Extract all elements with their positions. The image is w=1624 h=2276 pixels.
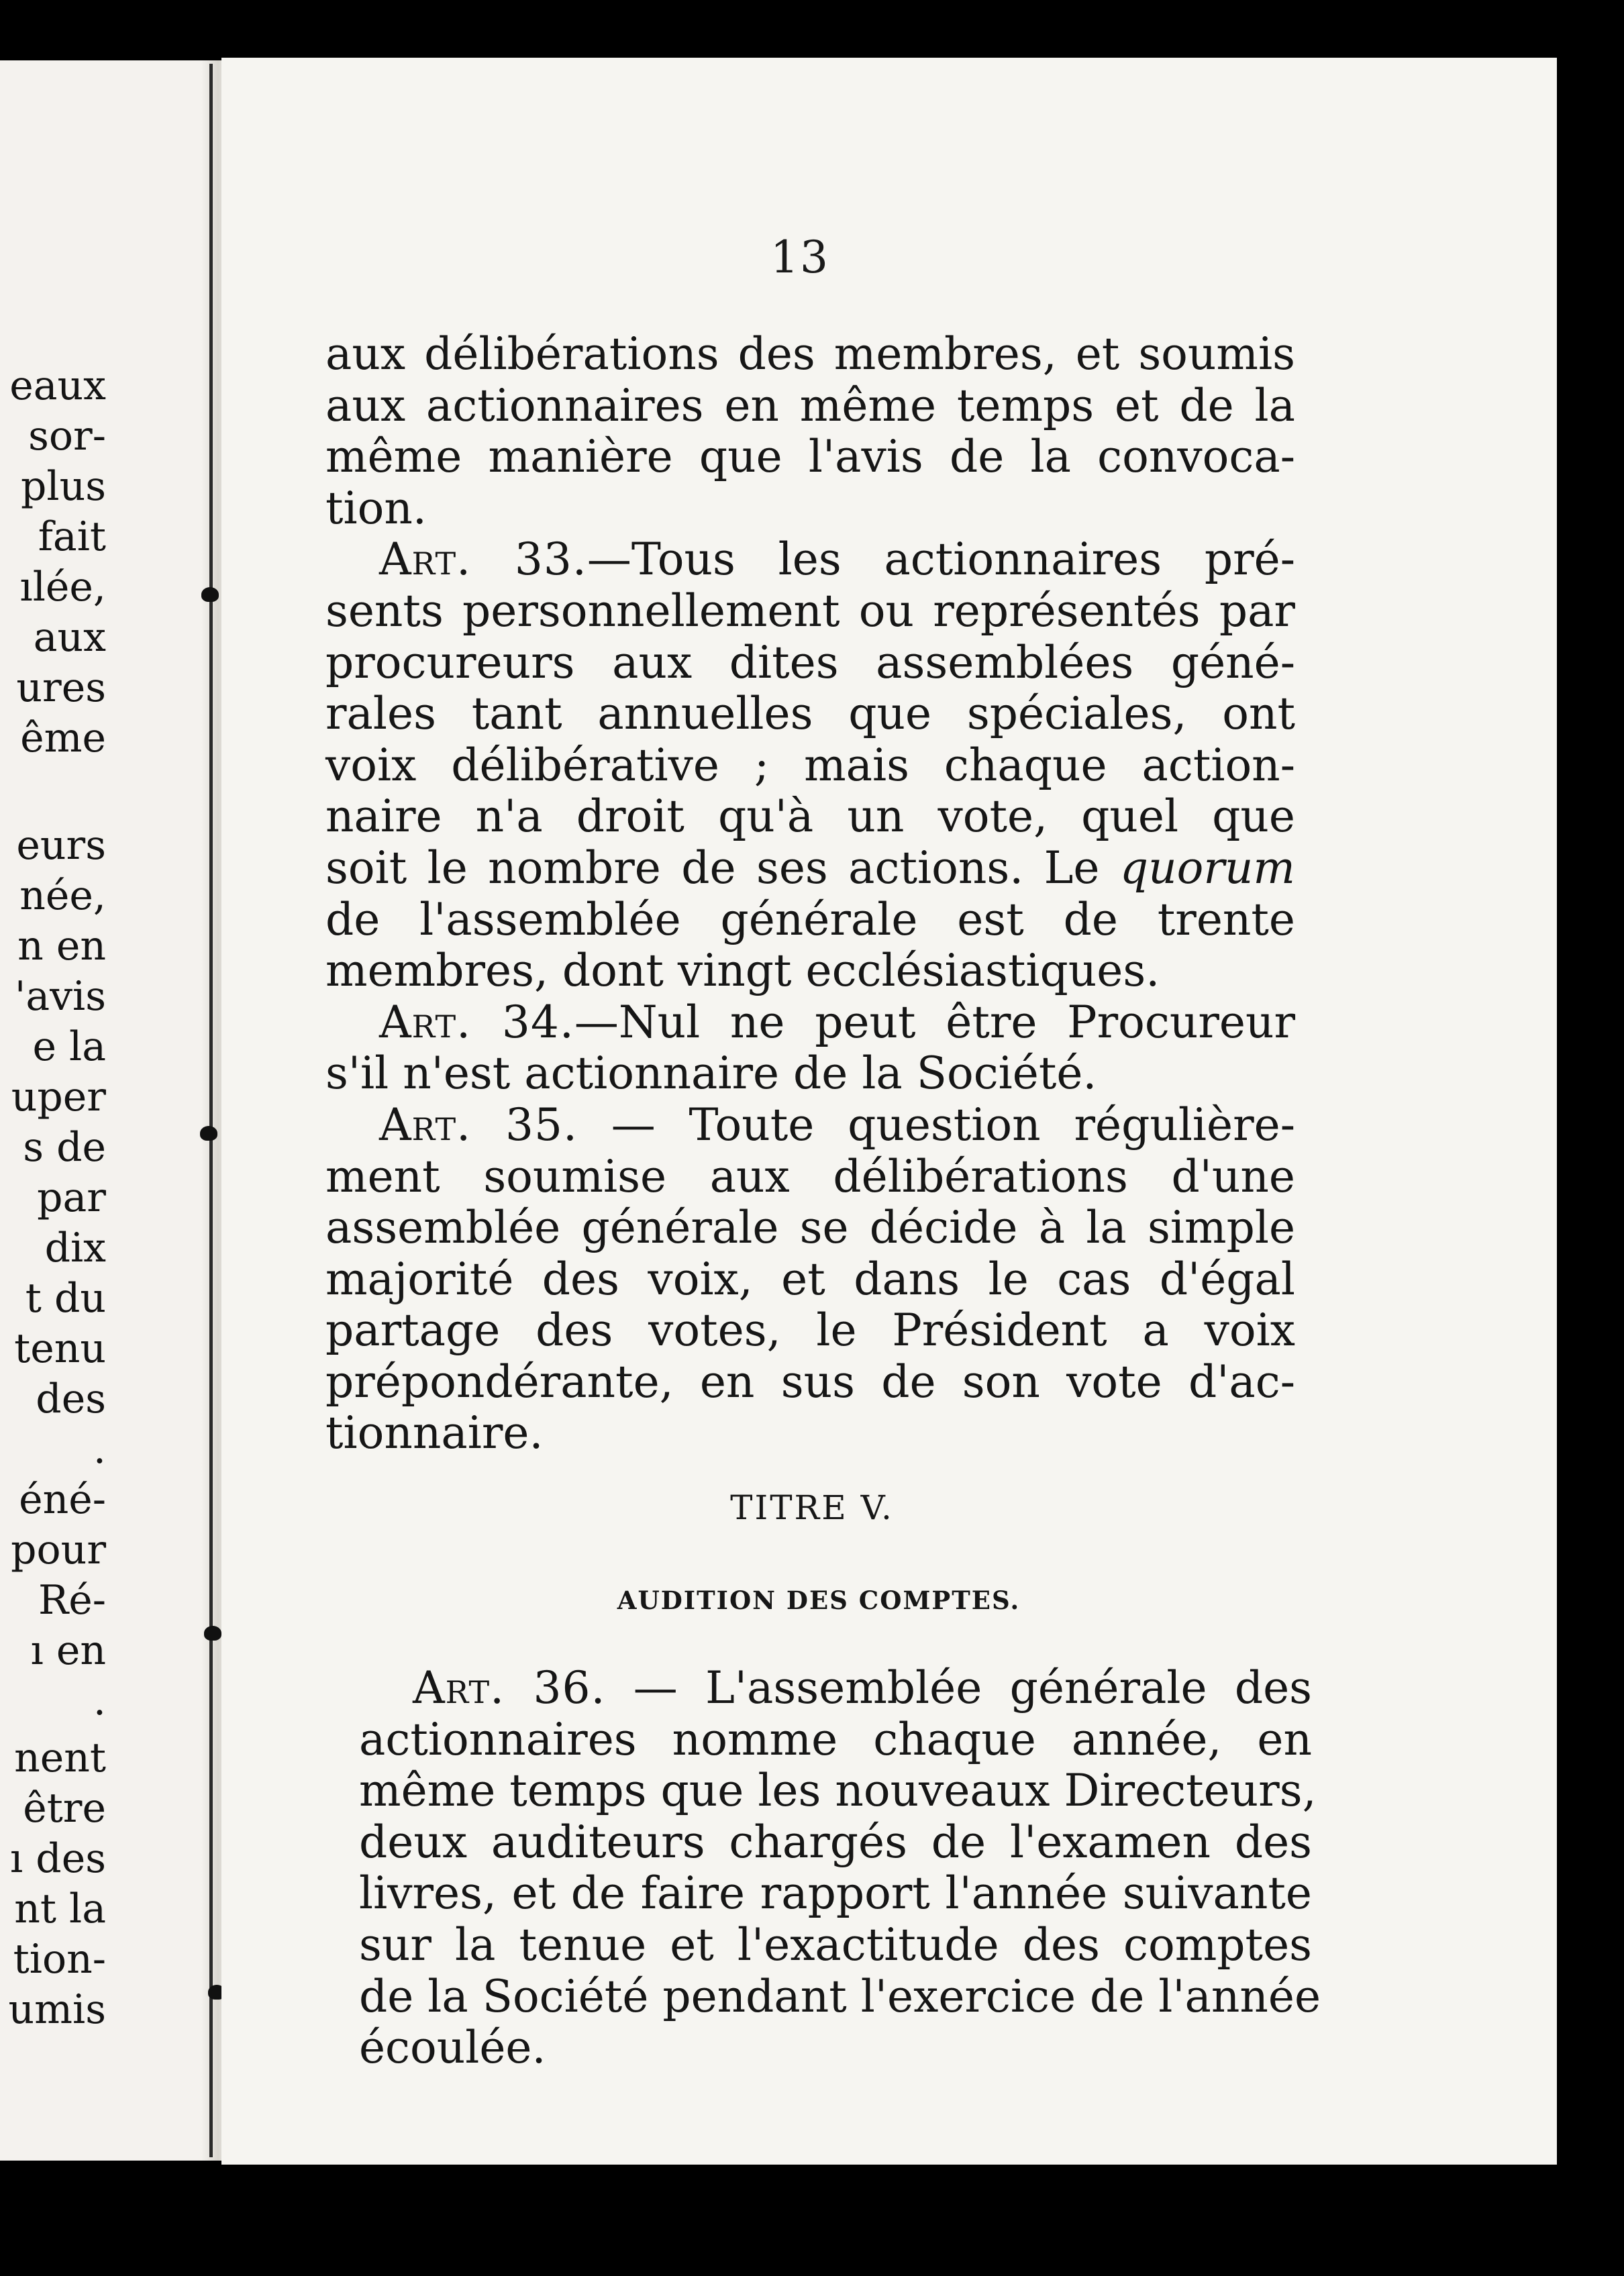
left-page-fragment: . — [93, 1677, 106, 1724]
text-line: livres, et de faire rapport l'année suivante — [359, 1867, 1312, 1920]
article-33-first-line: Art. 33.—Tous les actionnaires pré- — [379, 533, 1295, 586]
left-page-fragment: nent — [14, 1735, 106, 1781]
section-subtitle: AUDITION DES COMPTES. — [617, 1586, 1021, 1615]
left-page-fragment: plus — [20, 463, 106, 510]
left-page-fragment: par — [37, 1174, 106, 1221]
text-line: deux auditeurs chargés de l'examen des — [359, 1816, 1312, 1868]
main-text — [325, 329, 1295, 1459]
article-36-text — [359, 1662, 1321, 2074]
left-page-fragment: tenu — [14, 1325, 106, 1372]
text-line: aux délibérations des membres, et soumis — [325, 328, 1295, 380]
left-page-fragment: n en — [17, 923, 106, 970]
binding-stitch — [204, 1626, 221, 1641]
binding-stitch — [200, 1126, 217, 1141]
left-page-fragment: tion- — [13, 1936, 106, 1983]
left-page-fragment: fait — [38, 513, 106, 560]
quorum-italic: quorum — [1119, 841, 1295, 894]
text-line: écoulée. — [359, 2022, 546, 2074]
left-page-fragment: dix — [44, 1225, 106, 1272]
left-page-fragment: ı en — [30, 1627, 106, 1674]
text-line: sents personnellement ou représentés par — [325, 584, 1295, 637]
left-page-fragment: pour — [11, 1527, 106, 1573]
left-page-fragment: uper — [11, 1074, 106, 1121]
text-line: de la Société pendant l'exercice de l'année — [359, 1970, 1321, 2022]
left-page-fragment: umis — [8, 1986, 106, 2033]
text-line: aux actionnaires en même temps et de la — [325, 379, 1295, 431]
text-line: même manière que l'avis de la convoca- — [325, 431, 1295, 483]
left-page-fragment: Ré- — [38, 1577, 106, 1624]
left-page-fragment: s de — [23, 1124, 106, 1171]
binding-edge — [209, 64, 213, 2157]
binding-stitch — [201, 587, 219, 602]
text-line: assemblée générale se décide à la simple — [325, 1202, 1295, 1254]
text-line: de l'assemblée générale est de trente — [325, 893, 1295, 945]
text-line: procureurs aux dites assemblées géné- — [325, 636, 1295, 688]
left-page-fragment: nt la — [14, 1885, 106, 1932]
left-page-fragment: aux — [33, 614, 106, 661]
text-line: tion. — [325, 482, 427, 534]
left-page-fragment: 'avis — [14, 973, 106, 1020]
article-35-first-line: Art. 35. — Toute question régulière- — [379, 1098, 1296, 1151]
text-line: naire n'a droit qu'à un vote, quel que — [325, 790, 1295, 843]
left-page-fragment: ures — [16, 664, 106, 711]
page-number: 13 — [770, 231, 829, 283]
text-line: s'il n'est actionnaire de la Société. — [325, 1047, 1097, 1100]
left-page-fragment: t du — [25, 1275, 106, 1322]
left-page-fragment: eaux — [9, 362, 106, 409]
article-label: Art. 34. — [379, 996, 574, 1048]
text-line: rales tant annuelles que spéciales, ont — [325, 688, 1295, 740]
text-line: majorité des voix, et dans le cas d'égal — [325, 1253, 1295, 1305]
left-page-fragment: e la — [32, 1023, 106, 1070]
left-page-fragment: née, — [19, 872, 106, 919]
text-line: même temps que les nouveaux Directeurs, — [359, 1765, 1317, 1817]
article-36-first-line: Art. 36. — L'assemblée générale des — [413, 1662, 1312, 1714]
left-page-fragment: ılée, — [19, 564, 106, 611]
text-line: membres, dont vingt ecclésiastiques. — [325, 945, 1160, 997]
article-label: Art. 33. — [379, 533, 587, 586]
left-page-fragment: . — [93, 1426, 106, 1473]
text-line: sur la tenue et l'exactitude des comptes — [359, 1918, 1312, 1971]
left-page-fragment: être — [23, 1785, 106, 1832]
article-label: Art. 36. — [413, 1662, 606, 1714]
left-page-fragment: éné- — [19, 1476, 106, 1523]
text-line: prépondérante, en sus de son vote d'ac- — [325, 1355, 1295, 1408]
section-title: TITRE V. — [730, 1488, 894, 1527]
left-page-fragment: ême — [20, 715, 106, 762]
left-page-fragment: des — [36, 1376, 106, 1422]
left-page-fragment: sor- — [28, 413, 106, 460]
left-page-fragment: ı des — [10, 1835, 106, 1882]
article-label: Art. 35. — [379, 1098, 578, 1151]
text-line: partage des votes, le Président a voix — [325, 1304, 1295, 1357]
text-line: actionnaires nomme chaque année, en — [359, 1713, 1312, 1765]
left-page-fragment: eurs — [16, 822, 106, 869]
text-line: tionnaire. — [325, 1407, 544, 1459]
left-facing-page — [0, 60, 221, 2161]
text-line: voix délibérative ; mais chaque action- — [325, 739, 1295, 791]
article-34-first-line: Art. 34.—Nul ne peut être Procureur — [379, 996, 1295, 1048]
text-line: ment soumise aux délibérations d'une — [325, 1150, 1295, 1202]
text-line-with-quorum: soit le nombre de ses actions. Le quorum — [325, 841, 1295, 894]
